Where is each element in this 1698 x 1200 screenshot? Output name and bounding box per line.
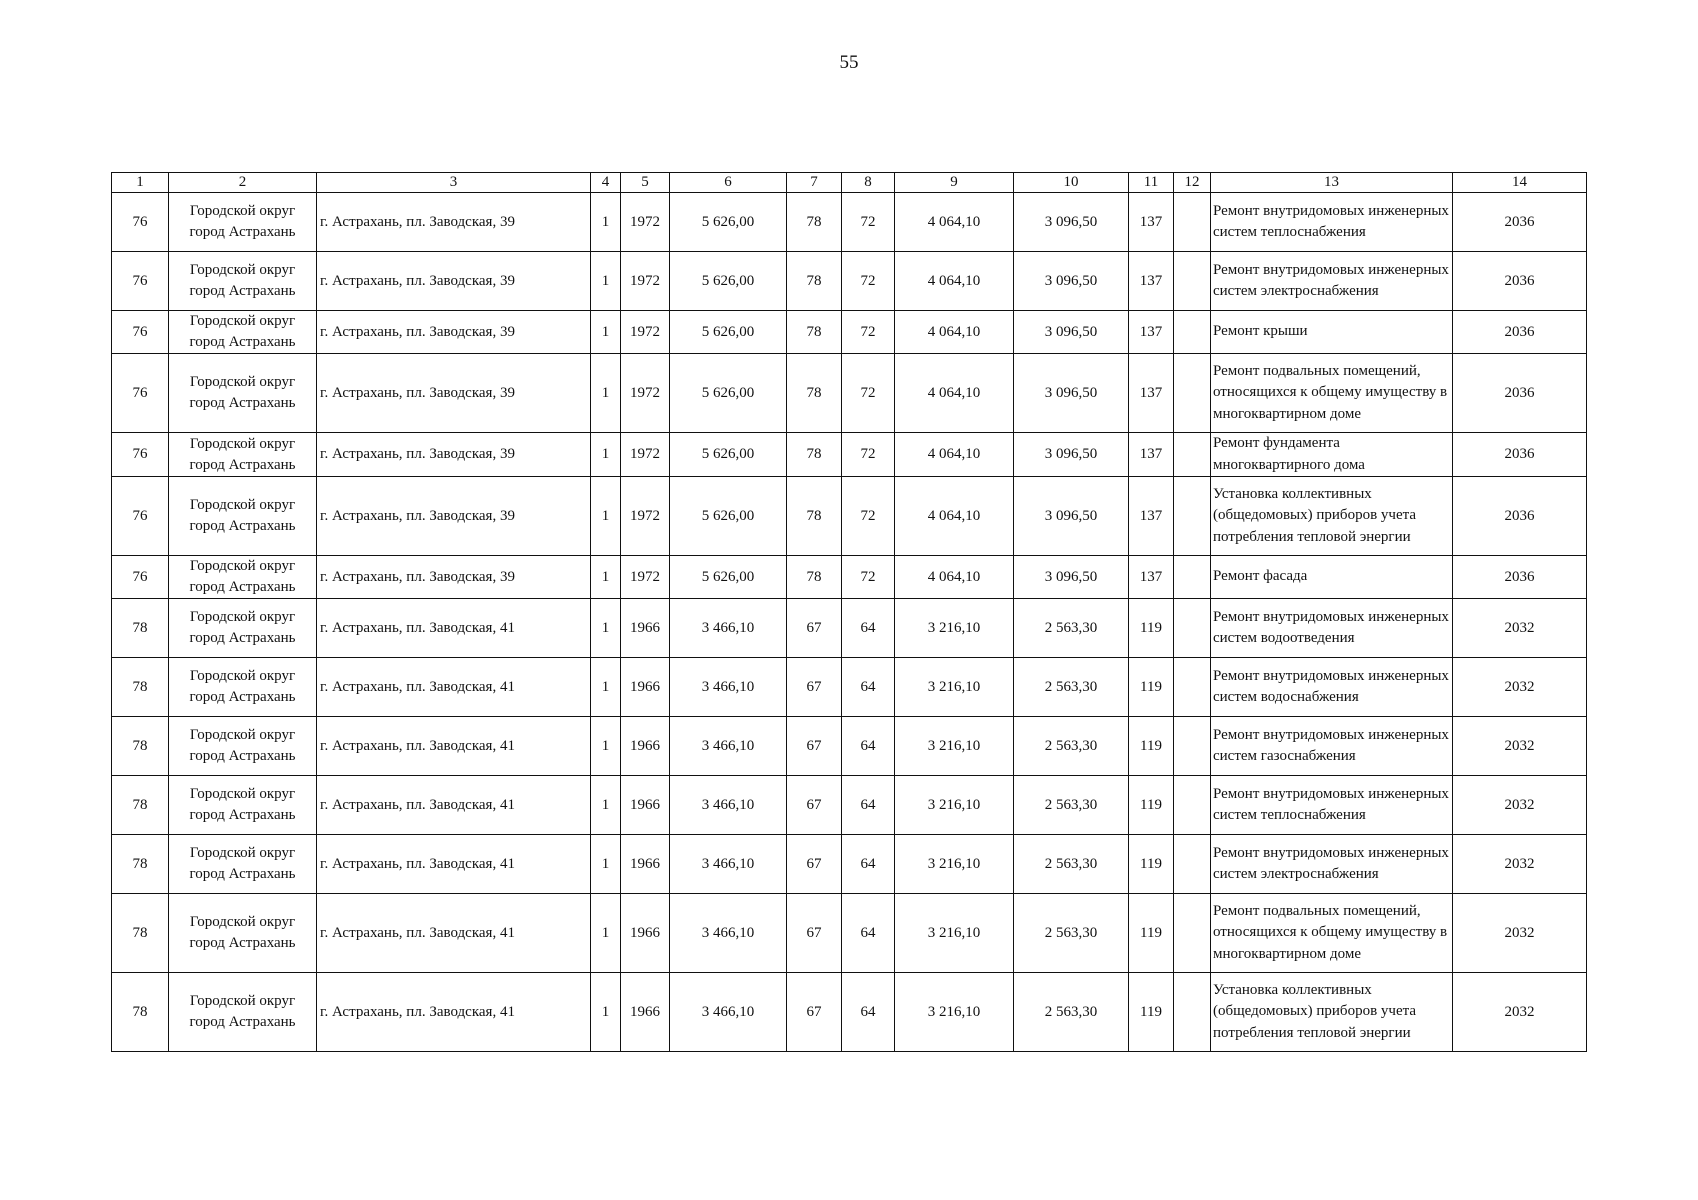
table-row [112, 354, 1587, 433]
col-7-value-cell: 67 [787, 894, 842, 973]
municipality-cell: Городской округ город Астрахань [169, 193, 317, 252]
municipality-cell: Городской округ город Астрахань [169, 556, 317, 599]
col-8-value-cell: 64 [842, 717, 895, 776]
col-12-value-cell [1174, 717, 1211, 776]
row-number-cell: 76 [112, 433, 169, 477]
column-header-2: 2 [169, 173, 317, 193]
municipality-cell: Городской округ город Астрахань [169, 599, 317, 658]
col-12-value-cell [1174, 556, 1211, 599]
column-header-1: 1 [112, 173, 169, 193]
col-4-value-cell: 1 [591, 477, 621, 556]
residents-cell: 137 [1129, 477, 1174, 556]
col-4-value-cell: 1 [591, 354, 621, 433]
total-area-cell: 3 466,10 [670, 658, 787, 717]
col-10-area-cell: 2 563,30 [1014, 973, 1129, 1052]
address-cell: г. Астрахань, пл. Заводская, 41 [317, 835, 591, 894]
repair-work-type-cell: Ремонт внутридомовых инженерных систем электроснабжения [1211, 252, 1453, 311]
col-9-area-cell: 4 064,10 [895, 311, 1014, 354]
column-header-12: 12 [1174, 173, 1211, 193]
col-8-value-cell: 72 [842, 433, 895, 477]
table-row [112, 193, 1587, 252]
column-header-13: 13 [1211, 173, 1453, 193]
repair-work-type-cell: Ремонт фундамента многоквартирного дома [1211, 433, 1453, 477]
col-9-area-cell: 3 216,10 [895, 599, 1014, 658]
repair-work-type-cell: Установка коллективных (общедомовых) приборов учета потребления тепловой энергии [1211, 477, 1453, 556]
total-area-cell: 5 626,00 [670, 252, 787, 311]
col-8-value-cell: 72 [842, 556, 895, 599]
col-8-value-cell: 64 [842, 973, 895, 1052]
col-10-area-cell: 3 096,50 [1014, 354, 1129, 433]
residents-cell: 119 [1129, 776, 1174, 835]
table-row [112, 658, 1587, 717]
table-row [112, 433, 1587, 477]
municipality-cell: Городской округ город Астрахань [169, 433, 317, 477]
col-4-value-cell: 1 [591, 835, 621, 894]
municipality-cell: Городской округ город Астрахань [169, 776, 317, 835]
build-year-cell: 1966 [621, 658, 670, 717]
municipality-cell: Городской округ город Астрахань [169, 894, 317, 973]
planned-year-cell: 2036 [1453, 354, 1587, 433]
col-8-value-cell: 64 [842, 599, 895, 658]
address-cell: г. Астрахань, пл. Заводская, 39 [317, 311, 591, 354]
col-10-area-cell: 2 563,30 [1014, 835, 1129, 894]
repair-work-type-cell: Ремонт внутридомовых инженерных систем газоснабжения [1211, 717, 1453, 776]
municipality-cell: Городской округ город Астрахань [169, 311, 317, 354]
build-year-cell: 1972 [621, 354, 670, 433]
table-row [112, 311, 1587, 354]
planned-year-cell: 2032 [1453, 776, 1587, 835]
residents-cell: 119 [1129, 894, 1174, 973]
total-area-cell: 3 466,10 [670, 776, 787, 835]
table-row [112, 835, 1587, 894]
page-number: 55 [839, 52, 859, 73]
column-header-3: 3 [317, 173, 591, 193]
total-area-cell: 5 626,00 [670, 556, 787, 599]
col-7-value-cell: 78 [787, 193, 842, 252]
table-row [112, 717, 1587, 776]
col-12-value-cell [1174, 835, 1211, 894]
col-10-area-cell: 3 096,50 [1014, 193, 1129, 252]
build-year-cell: 1966 [621, 894, 670, 973]
planned-year-cell: 2032 [1453, 973, 1587, 1052]
col-4-value-cell: 1 [591, 776, 621, 835]
capital-repair-table [111, 172, 1587, 1052]
residents-cell: 137 [1129, 433, 1174, 477]
col-8-value-cell: 72 [842, 354, 895, 433]
residents-cell: 137 [1129, 311, 1174, 354]
col-12-value-cell [1174, 599, 1211, 658]
total-area-cell: 5 626,00 [670, 433, 787, 477]
municipality-cell: Городской округ город Астрахань [169, 477, 317, 556]
total-area-cell: 5 626,00 [670, 477, 787, 556]
repair-work-type-cell: Ремонт подвальных помещений, относящихся к общему имуществу в многоквартирном доме [1211, 894, 1453, 973]
col-4-value-cell: 1 [591, 973, 621, 1052]
col-9-area-cell: 4 064,10 [895, 477, 1014, 556]
col-7-value-cell: 78 [787, 354, 842, 433]
table-row [112, 556, 1587, 599]
municipality-cell: Городской округ город Астрахань [169, 252, 317, 311]
row-number-cell: 78 [112, 973, 169, 1052]
total-area-cell: 5 626,00 [670, 354, 787, 433]
planned-year-cell: 2032 [1453, 658, 1587, 717]
col-10-area-cell: 2 563,30 [1014, 658, 1129, 717]
residents-cell: 119 [1129, 973, 1174, 1052]
repair-work-type-cell: Установка коллективных (общедомовых) приборов учета потребления тепловой энергии [1211, 973, 1453, 1052]
build-year-cell: 1972 [621, 477, 670, 556]
column-header-11: 11 [1129, 173, 1174, 193]
residents-cell: 137 [1129, 193, 1174, 252]
address-cell: г. Астрахань, пл. Заводская, 39 [317, 477, 591, 556]
build-year-cell: 1972 [621, 433, 670, 477]
build-year-cell: 1972 [621, 311, 670, 354]
address-cell: г. Астрахань, пл. Заводская, 41 [317, 776, 591, 835]
col-7-value-cell: 78 [787, 433, 842, 477]
column-header-7: 7 [787, 173, 842, 193]
col-10-area-cell: 2 563,30 [1014, 599, 1129, 658]
repair-work-type-cell: Ремонт фасада [1211, 556, 1453, 599]
col-8-value-cell: 72 [842, 252, 895, 311]
col-9-area-cell: 3 216,10 [895, 717, 1014, 776]
col-7-value-cell: 67 [787, 717, 842, 776]
col-10-area-cell: 3 096,50 [1014, 556, 1129, 599]
residents-cell: 119 [1129, 658, 1174, 717]
repair-work-type-cell: Ремонт внутридомовых инженерных систем водоотведения [1211, 599, 1453, 658]
planned-year-cell: 2032 [1453, 717, 1587, 776]
col-10-area-cell: 3 096,50 [1014, 477, 1129, 556]
col-10-area-cell: 3 096,50 [1014, 433, 1129, 477]
repair-work-type-cell: Ремонт подвальных помещений, относящихся к общему имуществу в многоквартирном доме [1211, 354, 1453, 433]
table-row [112, 776, 1587, 835]
address-cell: г. Астрахань, пл. Заводская, 41 [317, 599, 591, 658]
table-row [112, 477, 1587, 556]
col-8-value-cell: 64 [842, 894, 895, 973]
col-8-value-cell: 64 [842, 776, 895, 835]
table-row [112, 894, 1587, 973]
planned-year-cell: 2036 [1453, 433, 1587, 477]
col-7-value-cell: 78 [787, 556, 842, 599]
row-number-cell: 78 [112, 717, 169, 776]
col-9-area-cell: 4 064,10 [895, 354, 1014, 433]
header-row [112, 173, 1587, 193]
col-9-area-cell: 3 216,10 [895, 658, 1014, 717]
col-7-value-cell: 78 [787, 311, 842, 354]
column-header-8: 8 [842, 173, 895, 193]
row-number-cell: 78 [112, 894, 169, 973]
address-cell: г. Астрахань, пл. Заводская, 41 [317, 894, 591, 973]
col-7-value-cell: 67 [787, 973, 842, 1052]
col-4-value-cell: 1 [591, 658, 621, 717]
residents-cell: 137 [1129, 556, 1174, 599]
planned-year-cell: 2036 [1453, 193, 1587, 252]
row-number-cell: 76 [112, 354, 169, 433]
municipality-cell: Городской округ город Астрахань [169, 354, 317, 433]
col-8-value-cell: 72 [842, 477, 895, 556]
col-7-value-cell: 67 [787, 776, 842, 835]
total-area-cell: 5 626,00 [670, 311, 787, 354]
column-header-4: 4 [591, 173, 621, 193]
col-9-area-cell: 4 064,10 [895, 252, 1014, 311]
col-9-area-cell: 3 216,10 [895, 973, 1014, 1052]
address-cell: г. Астрахань, пл. Заводская, 41 [317, 658, 591, 717]
address-cell: г. Астрахань, пл. Заводская, 39 [317, 354, 591, 433]
build-year-cell: 1972 [621, 556, 670, 599]
table-row [112, 252, 1587, 311]
column-header-5: 5 [621, 173, 670, 193]
build-year-cell: 1966 [621, 776, 670, 835]
col-9-area-cell: 3 216,10 [895, 835, 1014, 894]
total-area-cell: 3 466,10 [670, 599, 787, 658]
col-12-value-cell [1174, 894, 1211, 973]
col-4-value-cell: 1 [591, 894, 621, 973]
repair-work-type-cell: Ремонт внутридомовых инженерных систем теплоснабжения [1211, 776, 1453, 835]
row-number-cell: 76 [112, 193, 169, 252]
col-9-area-cell: 4 064,10 [895, 556, 1014, 599]
residents-cell: 137 [1129, 252, 1174, 311]
municipality-cell: Городской округ город Астрахань [169, 658, 317, 717]
col-8-value-cell: 72 [842, 311, 895, 354]
col-4-value-cell: 1 [591, 252, 621, 311]
repair-work-type-cell: Ремонт крыши [1211, 311, 1453, 354]
col-7-value-cell: 67 [787, 658, 842, 717]
build-year-cell: 1966 [621, 973, 670, 1052]
build-year-cell: 1966 [621, 835, 670, 894]
build-year-cell: 1972 [621, 193, 670, 252]
address-cell: г. Астрахань, пл. Заводская, 41 [317, 973, 591, 1052]
table-body [112, 193, 1587, 1052]
repair-work-type-cell: Ремонт внутридомовых инженерных систем электроснабжения [1211, 835, 1453, 894]
residents-cell: 119 [1129, 717, 1174, 776]
residents-cell: 119 [1129, 835, 1174, 894]
row-number-cell: 76 [112, 311, 169, 354]
col-7-value-cell: 78 [787, 252, 842, 311]
row-number-cell: 76 [112, 252, 169, 311]
total-area-cell: 3 466,10 [670, 973, 787, 1052]
col-4-value-cell: 1 [591, 599, 621, 658]
col-10-area-cell: 3 096,50 [1014, 311, 1129, 354]
column-header-10: 10 [1014, 173, 1129, 193]
municipality-cell: Городской округ город Астрахань [169, 717, 317, 776]
col-9-area-cell: 3 216,10 [895, 894, 1014, 973]
planned-year-cell: 2032 [1453, 835, 1587, 894]
column-header-9: 9 [895, 173, 1014, 193]
row-number-cell: 76 [112, 556, 169, 599]
col-12-value-cell [1174, 193, 1211, 252]
address-cell: г. Астрахань, пл. Заводская, 39 [317, 556, 591, 599]
col-10-area-cell: 2 563,30 [1014, 776, 1129, 835]
residents-cell: 119 [1129, 599, 1174, 658]
col-12-value-cell [1174, 776, 1211, 835]
col-12-value-cell [1174, 433, 1211, 477]
planned-year-cell: 2036 [1453, 556, 1587, 599]
address-cell: г. Астрахань, пл. Заводская, 39 [317, 252, 591, 311]
municipality-cell: Городской округ город Астрахань [169, 835, 317, 894]
col-10-area-cell: 2 563,30 [1014, 717, 1129, 776]
planned-year-cell: 2036 [1453, 311, 1587, 354]
total-area-cell: 3 466,10 [670, 717, 787, 776]
repair-work-type-cell: Ремонт внутридомовых инженерных систем водоснабжения [1211, 658, 1453, 717]
col-12-value-cell [1174, 252, 1211, 311]
col-12-value-cell [1174, 973, 1211, 1052]
build-year-cell: 1972 [621, 252, 670, 311]
col-10-area-cell: 2 563,30 [1014, 894, 1129, 973]
col-4-value-cell: 1 [591, 311, 621, 354]
col-7-value-cell: 67 [787, 599, 842, 658]
planned-year-cell: 2036 [1453, 477, 1587, 556]
col-12-value-cell [1174, 477, 1211, 556]
municipality-cell: Городской округ город Астрахань [169, 973, 317, 1052]
col-4-value-cell: 1 [591, 717, 621, 776]
row-number-cell: 78 [112, 835, 169, 894]
col-7-value-cell: 78 [787, 477, 842, 556]
col-12-value-cell [1174, 658, 1211, 717]
col-8-value-cell: 64 [842, 835, 895, 894]
col-9-area-cell: 4 064,10 [895, 433, 1014, 477]
residents-cell: 137 [1129, 354, 1174, 433]
col-4-value-cell: 1 [591, 193, 621, 252]
col-7-value-cell: 67 [787, 835, 842, 894]
column-header-6: 6 [670, 173, 787, 193]
col-10-area-cell: 3 096,50 [1014, 252, 1129, 311]
planned-year-cell: 2032 [1453, 599, 1587, 658]
address-cell: г. Астрахань, пл. Заводская, 39 [317, 193, 591, 252]
build-year-cell: 1966 [621, 717, 670, 776]
planned-year-cell: 2032 [1453, 894, 1587, 973]
total-area-cell: 5 626,00 [670, 193, 787, 252]
col-8-value-cell: 72 [842, 193, 895, 252]
row-number-cell: 78 [112, 776, 169, 835]
repair-work-type-cell: Ремонт внутридомовых инженерных систем теплоснабжения [1211, 193, 1453, 252]
col-12-value-cell [1174, 354, 1211, 433]
table-row [112, 973, 1587, 1052]
table-row [112, 599, 1587, 658]
column-header-14: 14 [1453, 173, 1587, 193]
row-number-cell: 76 [112, 477, 169, 556]
col-12-value-cell [1174, 311, 1211, 354]
col-4-value-cell: 1 [591, 556, 621, 599]
col-4-value-cell: 1 [591, 433, 621, 477]
col-9-area-cell: 4 064,10 [895, 193, 1014, 252]
build-year-cell: 1966 [621, 599, 670, 658]
col-9-area-cell: 3 216,10 [895, 776, 1014, 835]
row-number-cell: 78 [112, 658, 169, 717]
address-cell: г. Астрахань, пл. Заводская, 39 [317, 433, 591, 477]
planned-year-cell: 2036 [1453, 252, 1587, 311]
col-8-value-cell: 64 [842, 658, 895, 717]
total-area-cell: 3 466,10 [670, 894, 787, 973]
row-number-cell: 78 [112, 599, 169, 658]
address-cell: г. Астрахань, пл. Заводская, 41 [317, 717, 591, 776]
total-area-cell: 3 466,10 [670, 835, 787, 894]
